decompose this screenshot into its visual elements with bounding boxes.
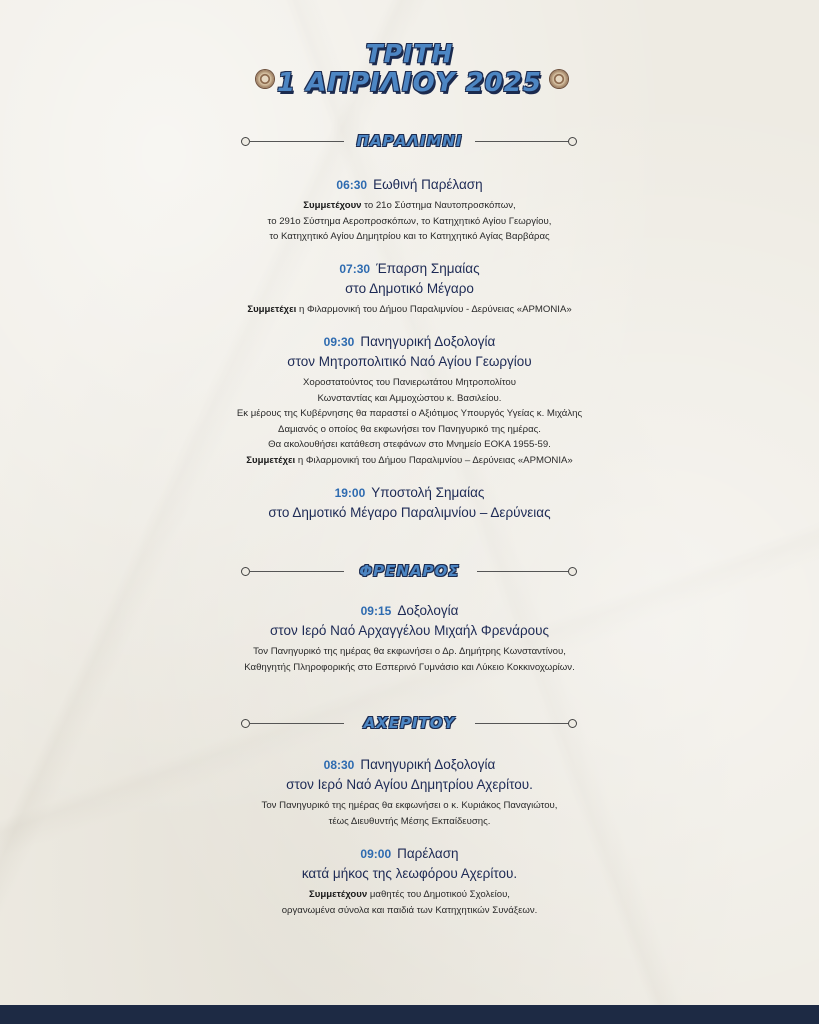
event-title: Δοξολογία — [397, 603, 459, 618]
header-day: ΤΡΙΤΗ — [365, 39, 454, 68]
event-item — [0, 844, 819, 918]
event-subtitle: στον Ιερό Ναό Αγίου Δημητρίου Αχερίτου. — [286, 777, 533, 792]
event-time: 07:30 — [339, 262, 371, 276]
section-heading-acheritou — [0, 713, 819, 733]
event-item — [0, 332, 819, 468]
event-description: Τον Πανηγυρικό της ημέρας θα εκφωνήσει ο Δρ. Δημήτρης Κωνσταντίνου, Καθηγητής Πληροφορικής στο Εσπερινό Γυμνάσιο και Λύκειο Κοκκινοχωρίων. — [244, 646, 575, 673]
rosette-icon — [256, 70, 274, 88]
section-title: ΠΑΡΑΛΙΜΝΙ — [356, 132, 463, 150]
event-description: Συμμετέχει η Φιλαρμονική του Δήμου Παραλιμνίου - Δερύνειας «ΑΡΜΟΝΙΑ» — [247, 304, 572, 315]
event-time: 19:00 — [334, 486, 366, 500]
event-title: Εωθινή Παρέλαση — [373, 177, 483, 192]
event-item — [0, 259, 819, 318]
page-header — [0, 40, 819, 98]
event-subtitle: στο Δημοτικό Μέγαρο — [345, 281, 474, 296]
event-subtitle: κατά μήκος της λεωφόρου Αχερίτου. — [301, 866, 518, 881]
event-title: Πανηγυρική Δοξολογία — [360, 334, 496, 349]
event-title: Παρέλαση — [397, 846, 459, 861]
footer-bar — [0, 1005, 819, 1024]
header-date: 1 ΑΠΡΙΛΙΟΥ 2025 — [277, 68, 542, 98]
event-subtitle: στον Ιερό Ναό Αρχαγγέλου Μιχαήλ Φρενάρους — [269, 623, 550, 638]
event-description: Χοροστατούντος του Πανιερωτάτου Μητροπολίτου Κωνσταντίας και Αμμοχώστου κ. Βασιλείου. Εκ μέρους της Κυβέρνησης θα παραστεί ο Αξιότιμος Υπουργός Υγείας κ. Μιχάλης Δαμιανός ο οποίος θα εκφωνήσει τον Πανηγυρικό της ημέρας. Θα ακολουθήσει κατάθεση στεφάνων στο Μνημείο ΕΟΚΑ 1955-59. Συμμετέχει η Φιλαρμονική του Δήμου Παραλιμνίου – Δερύνειας «ΑΡΜΟΝΙΑ» — [236, 377, 583, 466]
event-subtitle: στο Δημοτικό Μέγαρο Παραλιμνίου – Δερύνειας — [268, 505, 551, 520]
event-item — [0, 175, 819, 245]
rosette-icon — [550, 70, 568, 88]
event-time: 09:15 — [360, 604, 392, 618]
event-time: 08:30 — [323, 758, 355, 772]
event-title: Έπαρση Σημαίας — [376, 261, 480, 276]
event-title: Πανηγυρική Δοξολογία — [360, 757, 496, 772]
event-subtitle: στον Μητροπολιτικό Ναό Αγίου Γεωργίου — [287, 354, 532, 369]
section-title: ΑΧΕΡΙΤΟΥ — [363, 714, 456, 732]
event-item — [0, 601, 819, 675]
event-item — [0, 483, 819, 523]
event-time: 09:00 — [360, 847, 392, 861]
event-description: Συμμετέχουν μαθητές του Δημοτικού Σχολείου, οργανωμένα σύνολα και παιδιά των Κατηχητικών Συνάξεων. — [281, 889, 538, 916]
section-title: ΦΡΕΝΑΡΟΣ — [359, 562, 460, 580]
event-description: Συμμετέχουν το 21ο Σύστημα Ναυτοπροσκόπων, το 291ο Σύστημα Αεροπροσκόπων, το Κατηχητικό Αγίου Γεωργίου, το Κατηχητικό Αγίου Δημητρίου και το Κατηχητικό Αγίας Βαρβάρας — [267, 200, 552, 242]
section-heading-paralimni — [0, 131, 819, 151]
event-time: 06:30 — [336, 178, 368, 192]
event-description: Τον Πανηγυρικό της ημέρας θα εκφωνήσει ο κ. Κυριάκος Παναγιώτου, τέως Διευθυντής Μέσης Εκπαίδευσης. — [261, 800, 558, 827]
event-time: 09:30 — [323, 335, 355, 349]
event-title: Υποστολή Σημαίας — [371, 485, 485, 500]
section-heading-frenaros — [0, 561, 819, 581]
event-item — [0, 755, 819, 829]
